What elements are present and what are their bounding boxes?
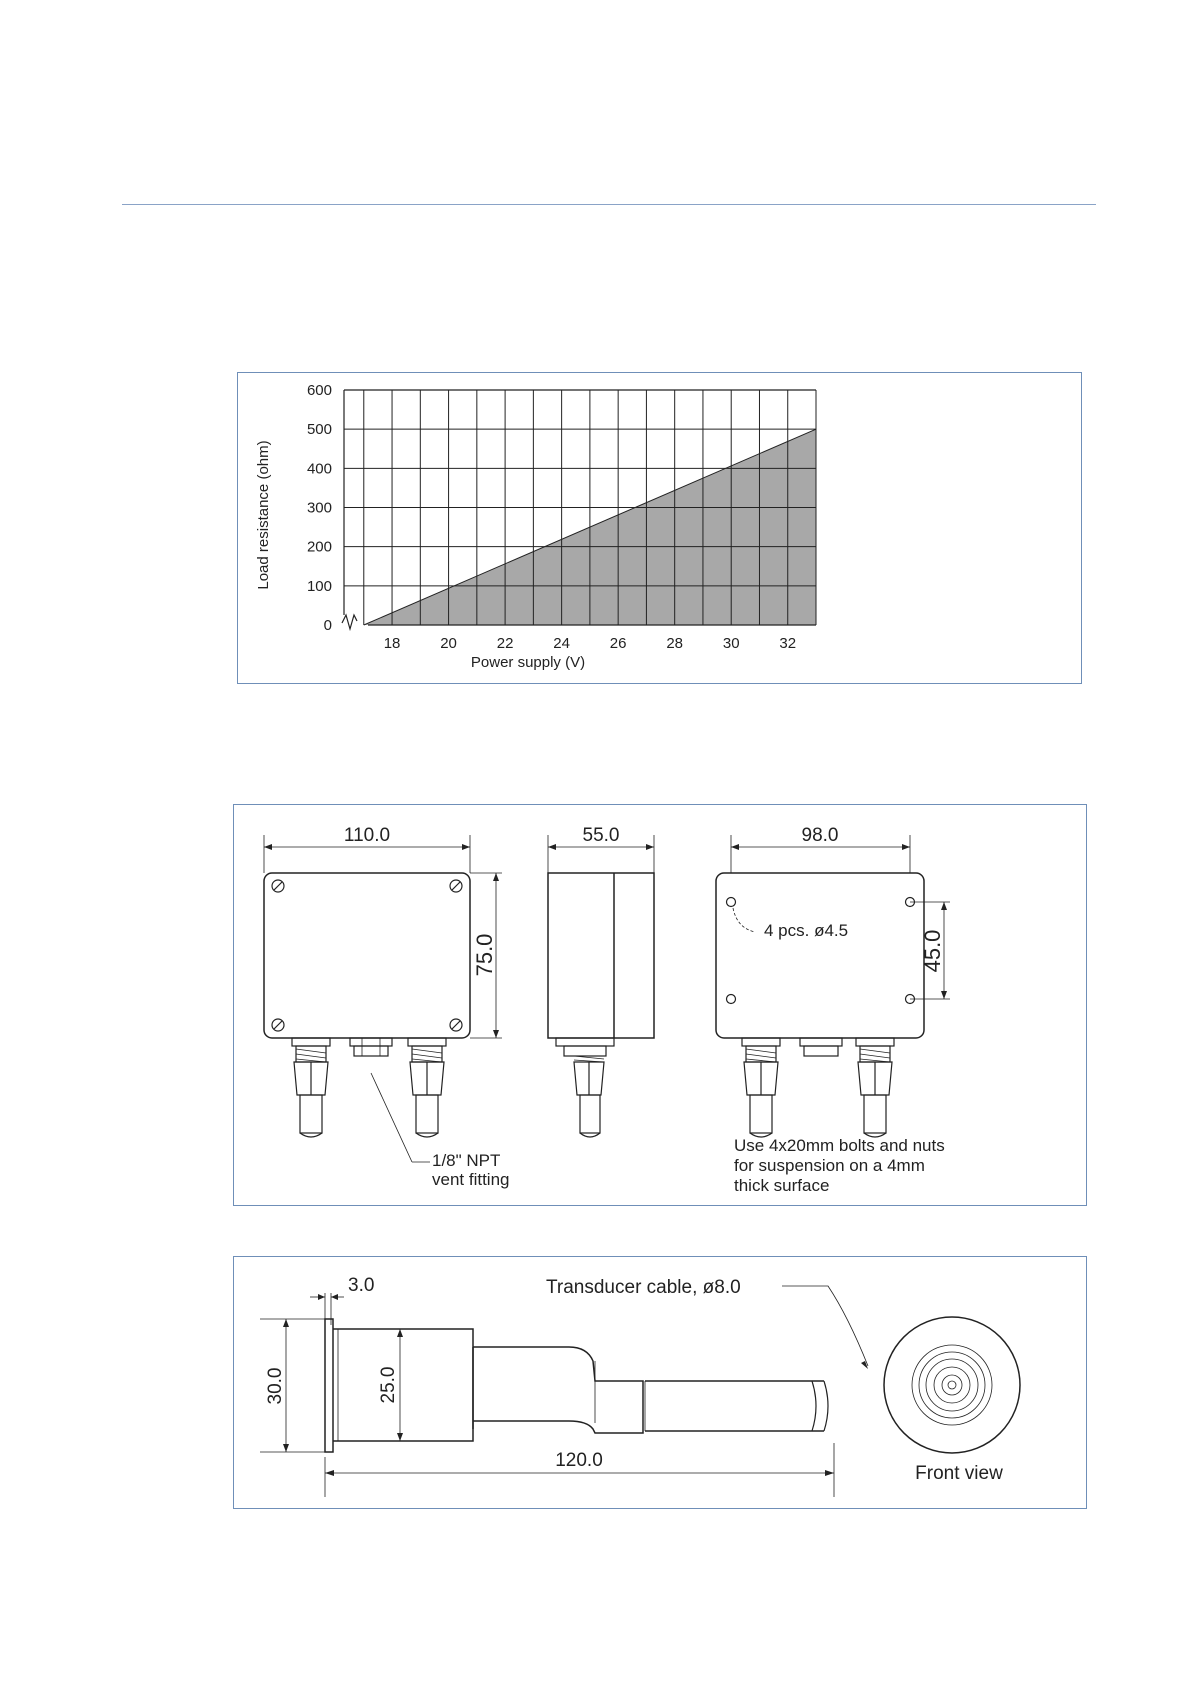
chart-x-tick-label: 18	[383, 635, 401, 652]
mounting-hole-icon	[727, 898, 915, 1004]
holes-label: 4 pcs. ø4.5	[764, 921, 849, 940]
header-rule	[122, 204, 1096, 205]
chart-y-tick-labels	[307, 382, 332, 634]
enclosure-side-view	[548, 825, 654, 1137]
chart-y-tick-label: 100	[306, 577, 332, 595]
chart-x-tick-label: 30	[722, 635, 740, 652]
vent-label-line-2: vent fitting	[432, 1170, 510, 1189]
enclosure-front-view	[264, 825, 510, 1189]
chart-y-axis-label: Load resistance (ohm)	[255, 440, 272, 590]
enclosure-drawing	[234, 805, 1085, 1204]
load-resistance-chart	[238, 373, 1080, 682]
dim-back-width: 98.0	[801, 825, 839, 846]
dim-back-height: 45.0	[920, 929, 945, 973]
cable-label: Transducer cable, ø8.0	[546, 1277, 741, 1298]
chart-x-axis-label: Power supply (V)	[470, 654, 586, 671]
vent-label-line-1: 1/8" NPT	[432, 1151, 501, 1170]
chart-x-tick-label: 28	[666, 635, 684, 652]
dim-overall-length: 120.0	[555, 1450, 603, 1471]
chart-x-tick-label: 22	[496, 635, 514, 652]
dim-flange-thickness: 3.0	[348, 1275, 375, 1296]
chart-y-tick-label: 400	[306, 460, 332, 478]
front-view-icon	[884, 1317, 1020, 1453]
chart-y-tick-label: 200	[306, 538, 332, 556]
mount-note-line-1: Use 4x20mm bolts and nuts	[734, 1136, 945, 1155]
dim-flange-diameter: 30.0	[265, 1367, 286, 1405]
chart-x-tick-label: 26	[609, 635, 627, 652]
cable-gland-icon	[292, 1038, 446, 1137]
chart-y-tick-label: 300	[306, 499, 332, 517]
chart-x-tick-label: 24	[553, 635, 570, 652]
chart-x-tick-label: 20	[440, 635, 457, 652]
dim-front-width: 110.0	[343, 825, 391, 846]
chart-x-tick-label: 32	[779, 635, 797, 652]
chart-y-tick-label: 500	[306, 421, 332, 439]
dim-body-diameter: 25.0	[378, 1366, 399, 1404]
transducer-drawing-panel	[233, 1256, 1087, 1509]
mount-note-line-2: for suspension on a 4mm	[734, 1156, 925, 1175]
enclosure-back-view	[716, 825, 950, 1195]
load-resistance-chart-panel	[237, 372, 1082, 684]
chart-y-tick-label: 600	[306, 382, 332, 399]
front-view-label: Front view	[915, 1463, 1003, 1484]
mount-note-line-3: thick surface	[734, 1176, 830, 1195]
chart-y-tick-label: 0	[323, 617, 332, 634]
chart-x-tick-labels	[384, 635, 796, 652]
transducer-drawing	[234, 1257, 1085, 1507]
vent-fitting-icon	[350, 1038, 392, 1056]
screw-icon	[272, 880, 462, 1031]
enclosure-drawing-panel	[233, 804, 1087, 1206]
dim-side-width: 55.0	[582, 825, 620, 846]
axis-break-icon	[342, 615, 357, 629]
dim-front-height: 75.0	[472, 933, 497, 977]
